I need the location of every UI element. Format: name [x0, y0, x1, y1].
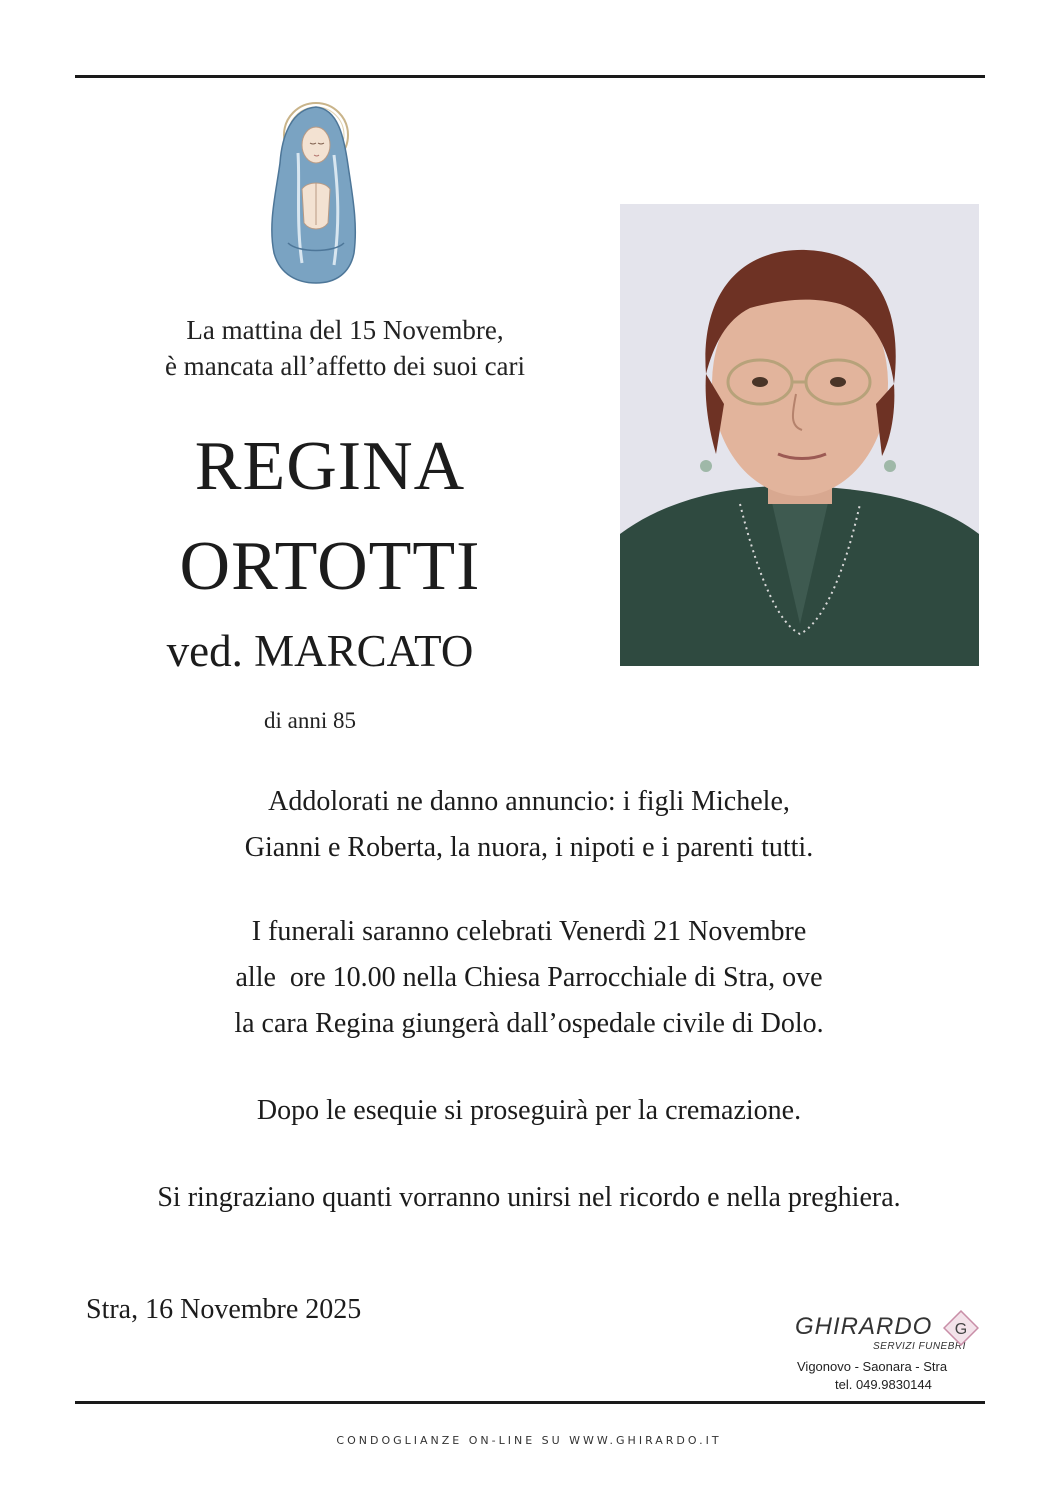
thanks-text: Si ringraziano quanti vorranno unirsi nel ricordo e nella preghiera.: [157, 1182, 901, 1213]
announcement-line: Addolorati ne danno annuncio: i figli Michele,: [268, 786, 790, 817]
intro-line-2: è mancata all’affetto dei suoi cari: [164, 351, 526, 381]
cremation-text: Dopo le esequie si proseguirà per la cremazione.: [256, 1095, 802, 1126]
agency-locations: Vigonovo - Saonara - Stra: [797, 1359, 948, 1374]
agency-subtitle: SERVIZI FUNEBRI: [873, 1341, 966, 1352]
last-name: ORTOTTI: [179, 528, 481, 605]
place-date: Stra, 16 Novembre 2025: [86, 1294, 362, 1325]
condolences-footer: CONDOGLIANZE ON-LINE SU WWW.GHIRARDO.IT: [336, 1434, 722, 1447]
funeral-line: I funerali saranno celebrati Venerdì 21 Novembre: [251, 916, 807, 947]
announcement-text: [60, 779, 998, 871]
portrait-photo: [620, 204, 979, 666]
intro-line-1: La mattina del 15 Novembre,: [186, 315, 504, 345]
first-name: REGINA: [194, 428, 466, 505]
funeral-text: [60, 909, 998, 1047]
top-rule: [75, 75, 985, 78]
madonna-praying-icon: [258, 93, 368, 285]
announcement-line: Gianni e Roberta, la nuora, i nipoti e i parenti tutti.: [244, 832, 814, 863]
agency-mark: G: [954, 1321, 968, 1338]
ghirardo-diamond-logo: [943, 1310, 979, 1346]
agency-logo: [785, 1305, 995, 1395]
widow-of: ved. MARCATO: [166, 626, 474, 676]
bottom-rule: [75, 1401, 985, 1404]
agency-name: GHIRARDO: [795, 1313, 933, 1340]
funeral-line: la cara Regina giungerà dall’ospedale civile di Dolo.: [234, 1008, 824, 1039]
funeral-line: alle ore 10.00 nella Chiesa Parrocchiale di Stra, ove: [235, 962, 823, 993]
age: di anni 85: [264, 708, 356, 733]
agency-phone: tel. 049.9830144: [835, 1377, 932, 1392]
